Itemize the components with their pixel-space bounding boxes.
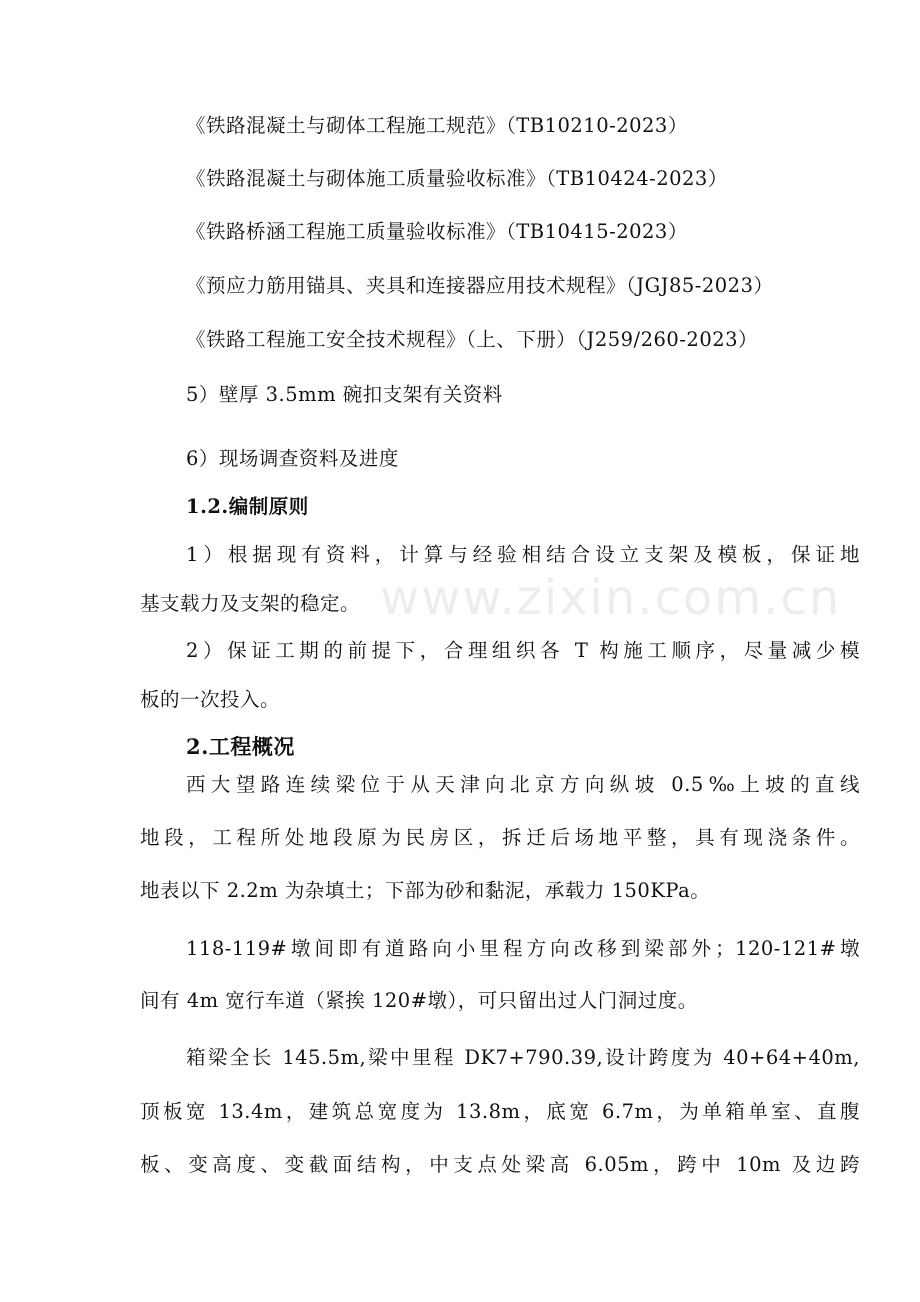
principle-1-line-1: 1）根据现有资料，计算与经验相结合设立支架及模板，保证地 [186, 543, 860, 566]
reference-line-2: 《铁路混凝土与砌体施工质量验收标准》（TB10424-2023） [186, 167, 728, 190]
overview-para-2-line-1: 118-119#墩间即有道路向小里程方向改移到梁部外；120-121#墩 [186, 937, 860, 960]
overview-para-1-line-3: 地表以下 2.2m 为杂填土；下部为砂和黏泥，承载力 150KPa。 [140, 879, 711, 902]
section-heading-2: 2.工程概况 [186, 734, 295, 759]
overview-para-3-line-2: 顶板宽 13.4m，建筑总宽度为 13.8m，底宽 6.7m，为单箱单室、直腹 [140, 1100, 860, 1123]
principle-2-line-1: 2）保证工期的前提下，合理组织各 T 构施工顺序，尽量减少模 [186, 639, 860, 662]
reference-line-1: 《铁路混凝土与砌体工程施工规范》（TB10210-2023） [186, 114, 688, 137]
list-item-6: 6）现场调查资料及进度 [186, 447, 399, 470]
overview-para-1-line-2: 地段，工程所处地段原为民房区，拆迁后场地平整，具有现浇条件。 [140, 826, 860, 849]
reference-line-4: 《预应力筋用锚具、夹具和连接器应用技术规程》（JGJ85-2023） [186, 274, 774, 297]
watermark: www.zixin.com.cn [380, 570, 842, 626]
reference-line-3: 《铁路桥涵工程施工质量验收标准》（TB10415-2023） [186, 220, 688, 243]
list-item-5: 5）壁厚 3.5mm 碗扣支架有关资料 [186, 383, 503, 406]
reference-line-5: 《铁路工程施工安全技术规程》（上、下册）（J259/260-2023） [186, 328, 759, 351]
section-heading-1-2: 1.2.编制原则 [186, 495, 309, 518]
overview-para-3-line-3: 板、变高度、变截面结构，中支点处梁高 6.05m，跨中 10m 及边跨 [140, 1153, 860, 1176]
overview-para-3-line-1: 箱梁全长 145.5m,梁中里程 DK7+790.39,设计跨度为 40+64+40m, [186, 1046, 860, 1069]
principle-2-line-2: 板的一次投入。 [140, 688, 281, 711]
overview-para-1-line-1: 西大望路连续梁位于从天津向北京方向纵坡 0.5‰上坡的直线 [186, 773, 860, 796]
overview-para-2-line-2: 间有 4m 宽行车道（紧挨 120#墩），可只留出过人门洞过度。 [140, 989, 698, 1012]
principle-1-line-2: 基支载力及支架的稳定。 [140, 592, 361, 615]
